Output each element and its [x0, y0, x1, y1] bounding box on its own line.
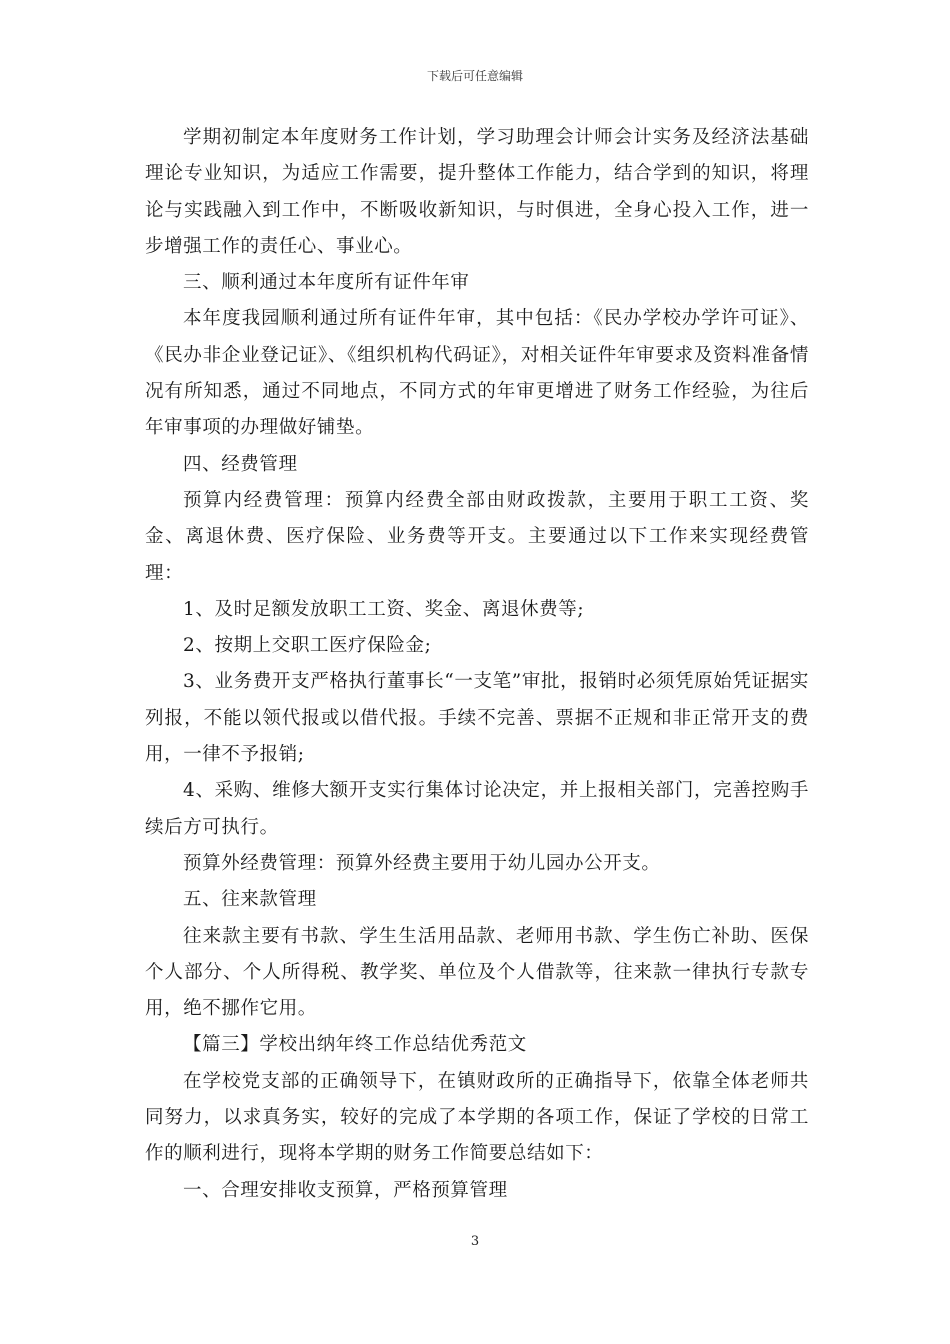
text-line: 学期初制定本年度财务工作计划，学习助理会计师会计实务及经济法基础: [183, 127, 809, 148]
text-line: 作的顺利进行，现将本学期的财务工作简要总结如下：: [145, 1143, 604, 1165]
paragraph: [145, 1064, 809, 1173]
text-line: 步增强工作的责任心、事业心。: [145, 235, 413, 257]
paragraph: [145, 919, 809, 1028]
paragraph: [145, 301, 809, 446]
text-line: 往来款主要有书款、学生生活用品款、老师用书款、学生伤亡补助、医保: [183, 925, 809, 947]
paragraph: [145, 120, 809, 265]
list-item: 1、及时足额发放职工工资、奖金、离退休费等;: [183, 598, 585, 620]
text-line: 预算内经费管理：预算内经费全部由财政拨款，主要用于职工工资、奖金、: [145, 489, 809, 548]
text-line: 理论专业知识，为适应工作需要，提升整体工作能力，结合学到的知识，将理: [145, 163, 809, 185]
text-line: 3、业务费开支严格执行董事长“一支笔”审批，报销时必须凭原始凭证据: [183, 671, 790, 693]
text-line: 备情况有所知悉，通过不同地点，不同方式的年审更增进了财务工作经验，为: [145, 344, 810, 403]
text-line: 本年度我园顺利通过所有证件年审，其中包括：《民办学校办学许可证》、: [183, 308, 809, 330]
text-line: 4、采购、维修大额开支实行集体讨论决定，并上报相关部门，完善控购手: [183, 780, 809, 802]
text-line: 费用，一律不予报销;: [145, 707, 809, 766]
text-line: 在学校党支部的正确领导下，在镇财政所的正确指导下，依靠全体老师共: [183, 1070, 809, 1092]
text-line: 论与实践融入到工作中，不断吸收新知识，与时俱进，全身心投入工作，进一: [145, 199, 809, 221]
text-line: 离退休费、医疗保险、业务费等开支。主要通过以下工作来实现经费管理：: [145, 526, 809, 584]
list-item: 2、按期上交职工医疗保险金;: [183, 635, 432, 657]
text-line: 用，绝不挪作它用。: [145, 998, 317, 1020]
section-heading: 五、往来款管理: [183, 889, 317, 911]
text-line: 《民办非企业登记证》、《组织机构代码证》，对相关证件年审要求及资料准: [145, 344, 771, 366]
page-header: 下载后可任意编辑: [426, 69, 523, 83]
text-line: 往后年审事项的办理做好铺垫。: [145, 381, 810, 439]
text-line: 个人部分、个人所得税、教学奖、单位及个人借款等，往来款一律执行专款专: [145, 961, 809, 983]
article-heading: 【篇三】学校出纳年终工作总结优秀范文: [183, 1034, 527, 1056]
section-heading: 三、顺利通过本年度所有证件年审: [183, 272, 470, 294]
section-heading: 四、经费管理: [183, 453, 298, 475]
document-body: [145, 120, 809, 1209]
list-item: [145, 773, 809, 846]
paragraph: [145, 483, 809, 592]
section-heading: 一、合理安排收支预算，严格预算管理: [183, 1179, 508, 1201]
text-line: 续后方可执行。: [145, 816, 279, 838]
page-number: 3: [470, 1234, 480, 1249]
text-line: 实列报，不能以领代报或以借代报。手续不完善、票据不正规和非正常开支的: [145, 671, 809, 729]
text-line: 同努力，以求真务实，较好的完成了本学期的各项工作，保证了学校的日常工: [145, 1107, 809, 1129]
list-item: [145, 664, 809, 773]
paragraph: 预算外经费管理：预算外经费主要用于幼儿园办公开支。: [183, 852, 661, 874]
